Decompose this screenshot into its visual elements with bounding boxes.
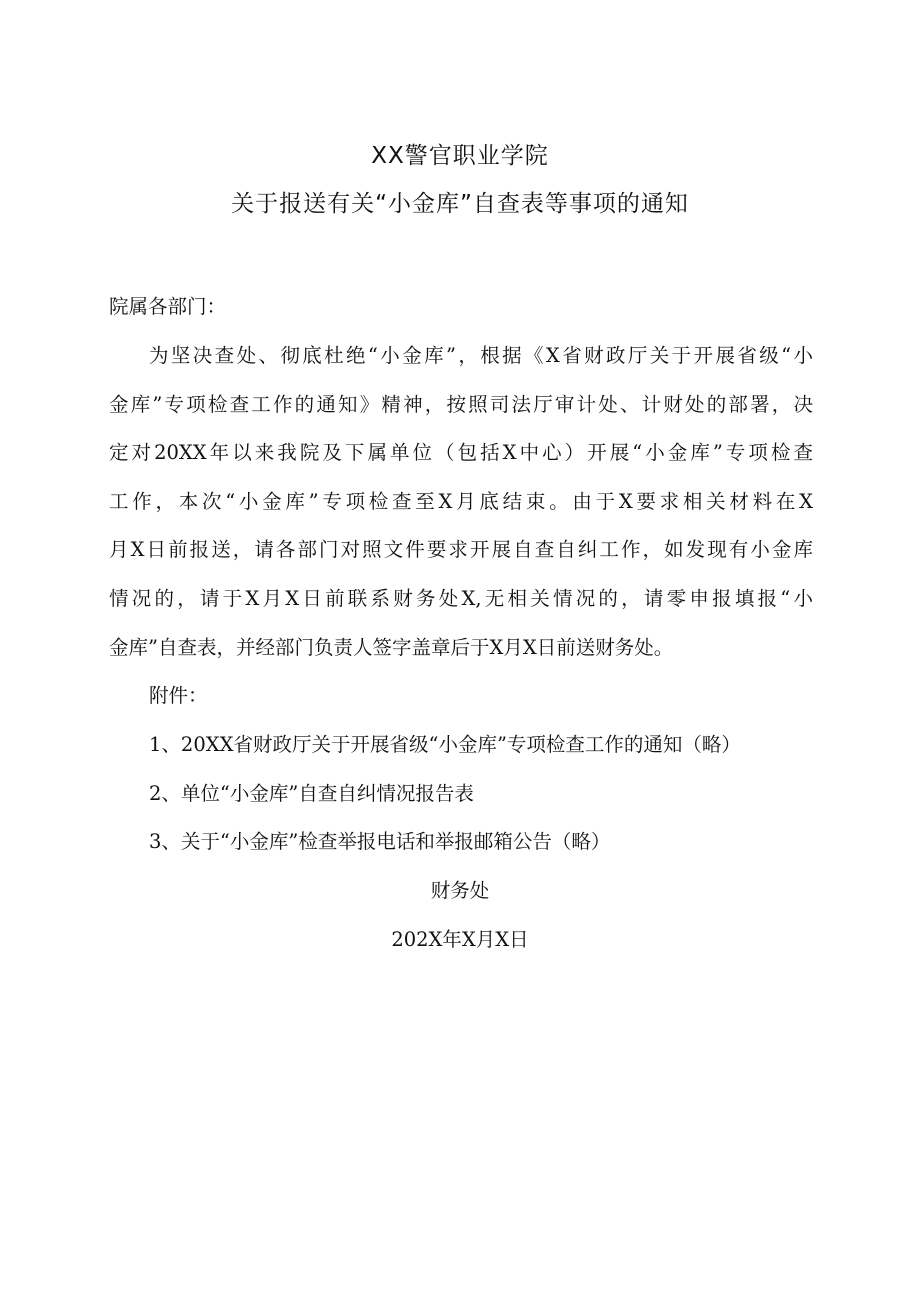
attachment-item: 2、单位“小金库”自查自纠情况报告表 bbox=[149, 782, 474, 805]
salutation: 院属各部门： bbox=[109, 295, 227, 318]
attachments-label: 附件： bbox=[149, 684, 208, 707]
issue-date: 202X年X月X日 bbox=[391, 928, 529, 951]
attachment-item: 1、20XX省财政厅关于开展省级“小金库”专项检查工作的通知（略） bbox=[149, 733, 741, 756]
body-line: 月X日前报送，请各部门对照文件要求开展自查自纠工作，如发现有小金库 bbox=[109, 538, 813, 562]
document-subject-title: 关于报送有关“小金库”自查表等事项的通知 bbox=[231, 191, 689, 217]
body-line: 金库”专项检查工作的通知》精神，按照司法厅审计处、计财处的部署，决 bbox=[109, 392, 813, 416]
issuer-signature: 财务处 bbox=[430, 879, 490, 902]
body-line: 情况的，请于X月X日前联系财务处X,无相关情况的，请零申报填报“小 bbox=[109, 586, 813, 610]
body-line: 定对20XX年以来我院及下属单位（包括X中心）开展“小金库”专项检查 bbox=[109, 441, 813, 465]
document-institution-title: XX警官职业学院 bbox=[371, 143, 549, 169]
body-line: 金库”自查表，并经部门负责人签字盖章后于X月X日前送财务处。 bbox=[109, 635, 674, 659]
body-line: 为坚决查处、彻底杜绝“小金库”，根据《X省财政厅关于开展省级“小 bbox=[149, 344, 813, 367]
body-line: 工作，本次“小金库”专项检查至X月底结束。由于X要求相关材料在X bbox=[109, 489, 813, 513]
body-paragraph bbox=[109, 332, 813, 672]
attachment-item: 3、关于“小金库”检查举报电话和举报邮箱公告（略） bbox=[149, 830, 611, 853]
